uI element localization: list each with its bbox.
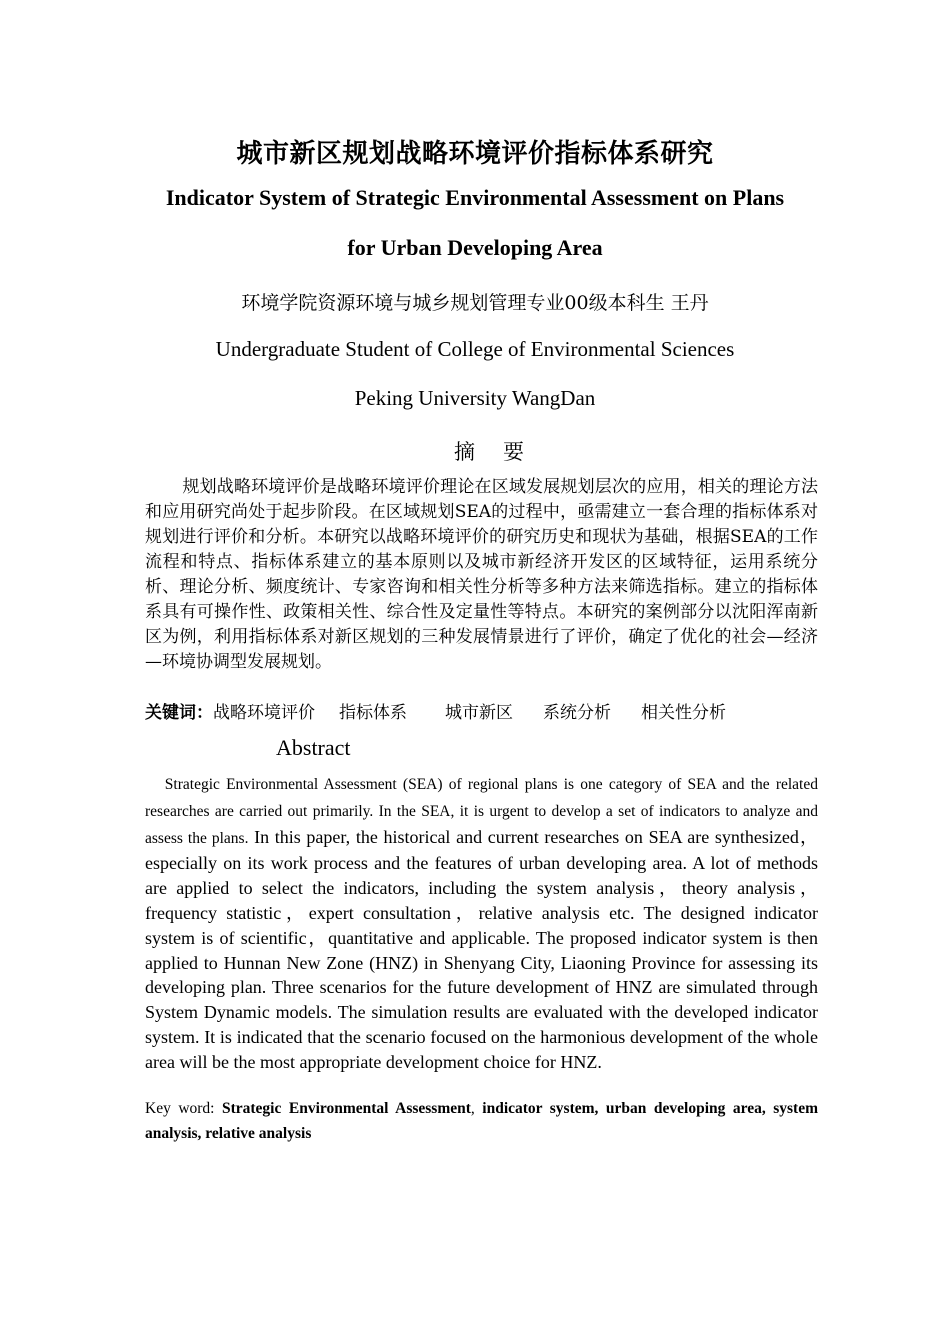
chinese-keyword: 系统分析 bbox=[543, 703, 611, 723]
english-keywords-label: Key word: bbox=[145, 1100, 222, 1117]
english-abstract-body-part-1 bbox=[145, 771, 818, 1075]
english-keyword-separator: , bbox=[470, 1100, 483, 1117]
chinese-keyword: 战略环境评价 bbox=[213, 703, 315, 723]
english-affiliation-line-1: Undergraduate Student of College of Environmental Sciences bbox=[215, 337, 735, 361]
chinese-keywords-label: 关键词： bbox=[145, 703, 213, 723]
chinese-keyword: 城市新区 bbox=[445, 703, 513, 723]
chinese-keyword: 相关性分析 bbox=[641, 703, 726, 723]
chinese-abstract-heading: 摘要 bbox=[454, 440, 552, 464]
chinese-keyword: 指标体系 bbox=[339, 703, 407, 723]
english-affiliation-line-2: Peking University WangDan bbox=[354, 386, 596, 410]
english-keywords bbox=[145, 1096, 818, 1146]
chinese-keywords bbox=[145, 698, 750, 723]
english-keyword-first: Strategic Environmental Assessment bbox=[221, 1100, 471, 1117]
chinese-title: 城市新区规划战略环境评价指标体系研究 bbox=[236, 139, 714, 169]
english-title-line-2: for Urban Developing Area bbox=[347, 235, 603, 260]
english-abstract-part-1-text: Strategic Environmental Assessment (SEA) of regional plans is one category of SEA and the related researches are carried out primarily. In the SEA, it is urgent to develop a set of indicators to analyze and assess the plans. bbox=[145, 776, 818, 847]
english-abstract-heading: Abstract bbox=[276, 735, 351, 760]
chinese-author-affiliation: 环境学院资源环境与城乡规划管理专业00级本科生 王丹 bbox=[241, 292, 709, 314]
english-keywords-rest: indicator system, urban developing area, system analysis, relative analysis bbox=[145, 1100, 818, 1142]
english-title-line-1: Indicator System of Strategic Environmental Assessment on Plans bbox=[165, 185, 785, 210]
english-abstract-part-2-text: In this paper, the historical and current researches on SEA are synthesized，especially on its work process and the features of urban developing area. A lot of methods are applied to select the indicators, including the system analysis，theory analysis，frequency statistic，expert consultation，relative analysis etc. The designed indicator system is of scientific，quantitative and applicable. The proposed indicator system is then applied to Hunnan New Zone (HNZ) in Shenyang City, Liaoning Province for assessing its developing plan. Three scenarios for the future development of HNZ are simulated through System Dynamic models. The simulation results are evaluated with the developed indicator system. It is indicated that the scenario focused on the harmonious development of the whole area will be the most appropriate development choice for HNZ. bbox=[145, 826, 818, 1072]
chinese-abstract-body: 规划战略环境评价是战略环境评价理论在区域发展规划层次的应用，相关的理论方法和应用研究尚处于起步阶段。在区域规划SEA的过程中，亟需建立一套合理的指标体系对规划进行评价和分析。本研究以战略环境评价的研究历史和现状为基础，根据SEA的工作流程和特点、指标体系建立的基本原则以及城市新经济开发区的区域特征，运用系统分析、理论分析、频度统计、专家咨询和相关性分析等多种方法来筛选指标。建立的指标体系具有可操作性、政策相关性、综合性及定量性等特点。本研究的案例部分以沈阳浑南新区为例，利用指标体系对新区规划的三种发展情景进行了评价，确定了优化的社会—经济—环境协调型发展规划。 bbox=[145, 477, 818, 672]
